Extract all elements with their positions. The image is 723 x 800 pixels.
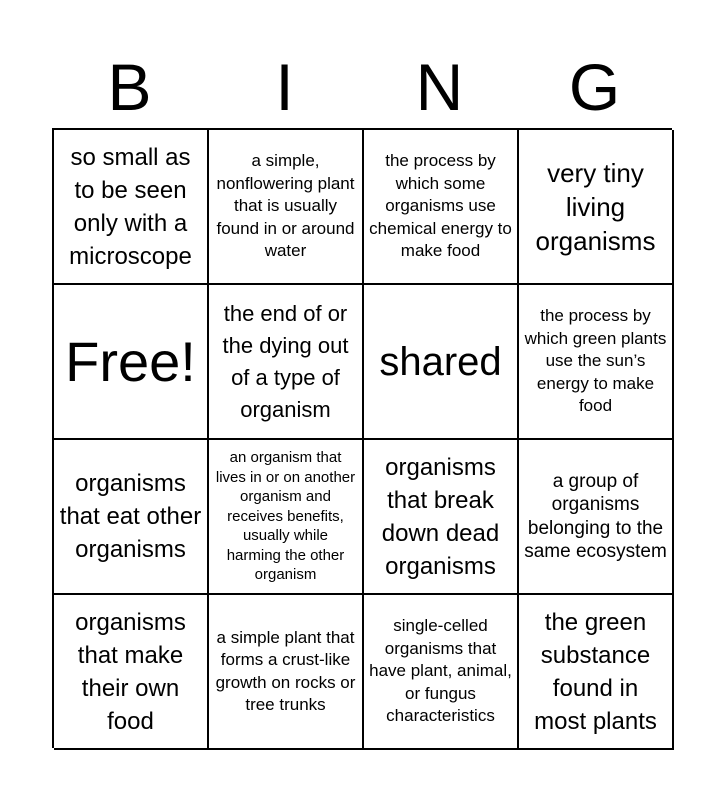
cell-text: so small as to be seen only with a microscope: [69, 143, 192, 270]
header-letter-g: G: [568, 50, 621, 124]
cell-text: organisms that make their own food: [75, 608, 186, 735]
bingo-cell[interactable]: [519, 440, 674, 595]
cell-text: a simple plant that forms a crust-like growth on rocks or tree trunks: [215, 627, 356, 714]
cell-text: a group of organisms belonging to the same ecosystem: [524, 470, 667, 562]
cell-text: organisms that eat other organisms: [59, 470, 202, 563]
bingo-cell[interactable]: [364, 285, 519, 440]
bingo-cell-free[interactable]: [54, 285, 209, 440]
cell-text: the process by which some organisms use chemical energy to make food: [369, 151, 512, 261]
bingo-cell[interactable]: [519, 285, 674, 440]
bingo-cell[interactable]: [209, 130, 364, 285]
bingo-cell[interactable]: [54, 595, 209, 750]
cell-text: very tiny living organisms: [535, 157, 656, 256]
bingo-cell[interactable]: [364, 440, 519, 595]
bingo-cell[interactable]: [54, 440, 209, 595]
header-letter-i: I: [275, 50, 294, 124]
header-letter-n: N: [415, 50, 464, 124]
header-letter-b: B: [107, 50, 152, 124]
bingo-cell[interactable]: [519, 130, 674, 285]
bingo-cell[interactable]: [209, 285, 364, 440]
bingo-cell[interactable]: [209, 440, 364, 595]
bingo-header: [52, 50, 672, 125]
cell-text: single-celled organisms that have plant, animal, or fungus characteristics: [369, 616, 512, 726]
bingo-card-grid: [52, 128, 672, 748]
cell-text: the end of or the dying out of a type of organism: [222, 300, 349, 422]
bingo-cell[interactable]: [519, 595, 674, 750]
bingo-cell[interactable]: [209, 595, 364, 750]
cell-text: an organism that lives in or on another organism and receives benefits, usually while harming the other organism: [215, 449, 356, 584]
cell-text: a simple, nonflowering plant that is usually found in or around water: [216, 151, 355, 261]
cell-text: organisms that break down dead organisms: [381, 453, 500, 580]
bingo-cell[interactable]: [364, 130, 519, 285]
cell-text: shared: [379, 339, 502, 384]
free-space-text: Free!: [65, 329, 196, 393]
bingo-cell[interactable]: [364, 595, 519, 750]
bingo-cell[interactable]: [54, 130, 209, 285]
cell-text: the process by which green plants use the sun’s energy to make food: [524, 306, 667, 416]
cell-text: the green substance found in most plants: [534, 608, 657, 735]
